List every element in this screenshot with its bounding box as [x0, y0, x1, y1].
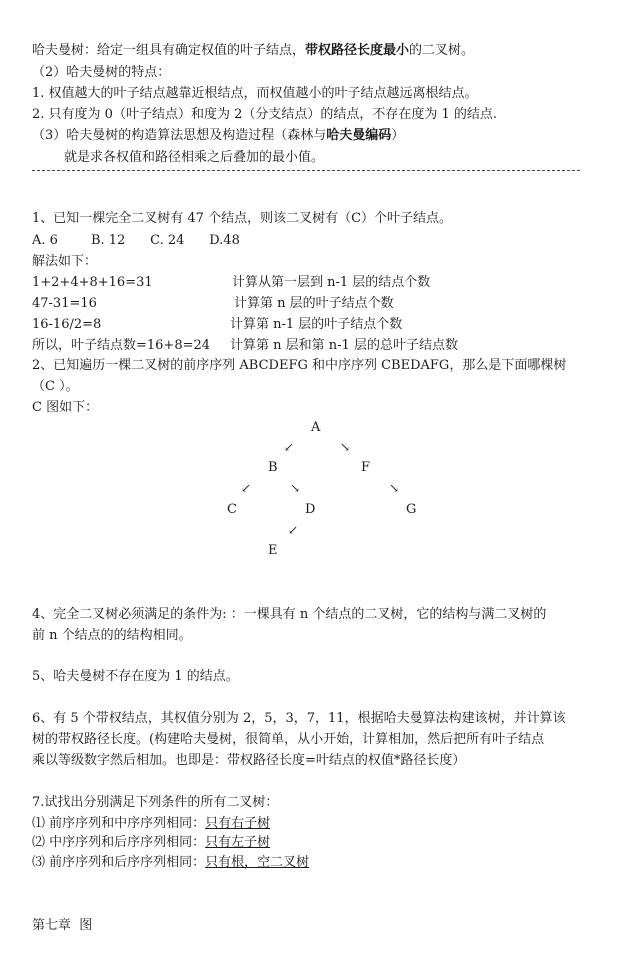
tree-arrow-b-d: ↘: [290, 481, 301, 495]
q1-step-calc: 1+2+4+8+16=31: [32, 275, 153, 290]
tree-arrow-d-e: ↙: [288, 523, 299, 537]
tree-node-b: B: [268, 460, 278, 475]
q2-figure-label: C 图如下：: [32, 400, 99, 415]
section-divider: [32, 170, 580, 171]
q1-text: 1、已知一棵完全二叉树有 47 个结点，则该二叉树有（C）个叶子结点。: [32, 211, 453, 226]
q7-item-answer: 只有右子树: [205, 816, 271, 831]
q2-line-2: （C ）。: [32, 379, 79, 394]
q1-step-calc: 所以，叶子结点数=16+8=24: [32, 338, 211, 353]
q7-item-answer: 只有根，空二叉树: [205, 855, 310, 870]
q1-solution-label: 解法如下：: [32, 254, 98, 269]
tree-node-g: G: [406, 502, 417, 517]
q7-item-label: 前序序列和中序序列相同：: [49, 816, 206, 831]
huffman-definition-suffix: 的二叉树。: [409, 43, 475, 58]
huffman-definition-prefix: 哈夫曼树：给定一组具有确定权值的叶子结点，: [32, 43, 306, 58]
huffman-definition: [32, 42, 474, 60]
q1-options: A. 6 B. 12 C. 24 D.48: [32, 233, 240, 248]
construct-heading: [32, 127, 404, 145]
q7-item-label: 中序序列和后序序列相同：: [49, 835, 206, 850]
feature-2: 2. 只有度为 0（叶子结点）和度为 2（分支结点）的结点，不存在度为 1 的结点.: [32, 107, 498, 122]
q7-heading: 7.试找出分别满足下列条件的所有二叉树：: [32, 795, 279, 810]
chapter-heading: 第七章 图: [32, 918, 93, 933]
tree-arrow-a-b: ↙: [284, 440, 295, 454]
q1-step-note: 计算第 n 层和第 n-1 层的总叶子结点数: [230, 338, 458, 353]
q6-line-3: 乘以等级数字然后相加。也即是：带权路径长度=叶结点的权值*路径长度）: [32, 753, 466, 768]
tree-node-d: D: [305, 502, 316, 517]
q1-step-calc: 16-16/2=8: [32, 317, 102, 332]
tree-node-f: F: [361, 460, 371, 475]
tree-arrow-b-c: ↙: [241, 481, 252, 495]
q2-line-1: 2、已知遍历一棵二叉树的前序序列 ABCDEFG 和中序序列 CBEDAFG，那么是下面哪棵树: [32, 358, 567, 373]
huffman-definition-emphasis: 带权路径长度最小: [305, 43, 410, 58]
tree-node-c: C: [227, 502, 237, 517]
q7-item-number: ⑴: [32, 816, 46, 831]
construct-note: 就是求各权值和路径相乘之后叠加的最小值。: [64, 150, 325, 165]
q1-step-note: 计算第 n-1 层的叶子结点个数: [230, 317, 403, 332]
construct-emphasis: 哈夫曼编码: [326, 128, 392, 143]
q4-line-1: 4、完全二叉树必须满足的条件为: ：一棵具有 n 个结点的二叉树，它的结构与满二叉树的: [32, 607, 547, 622]
q7-item-number: ⑵: [32, 835, 46, 850]
construct-suffix: ）: [391, 128, 405, 143]
tree-arrow-f-g: ↘: [389, 481, 400, 495]
q7-item-answer: 只有左子树: [205, 835, 271, 850]
q5-text: 5、哈夫曼树不存在度为 1 的结点。: [32, 669, 239, 684]
q7-item: [32, 834, 270, 852]
q6-line-2: 树的带权路径长度。(构建哈夫曼树，很简单，从小开始，计算相加，然后把所有叶子结点: [32, 732, 545, 747]
construct-prefix: （3）哈夫曼树的构造算法思想及构造过程（森林与: [32, 128, 327, 143]
feature-1: 1. 权值越大的叶子结点越靠近根结点，而权值越小的叶子结点越远离根结点。: [32, 86, 478, 101]
q1-step-note: 计算第 n 层的叶子结点个数: [234, 296, 394, 311]
q1-step-note: 计算从第一层到 n-1 层的结点个数: [232, 275, 431, 290]
q1-step-calc: 47-31=16: [32, 296, 97, 311]
q7-item-number: ⑶: [32, 855, 46, 870]
tree-node-a: A: [311, 420, 321, 435]
q7-item-label: 前序序列和后序序列相同：: [49, 855, 206, 870]
tree-arrow-a-f: ↘: [340, 440, 351, 454]
tree-node-e: E: [268, 543, 278, 558]
q6-line-1: 6、有 5 个带权结点，其权值分别为 2，5，3，7，11，根据哈夫曼算法构建该树，并计算该: [32, 711, 566, 726]
q7-item: [32, 854, 309, 872]
features-heading: （2）哈夫曼树的特点：: [32, 65, 171, 80]
q7-item: [32, 815, 270, 833]
q4-line-2: 前 n 个结点的的结构相同。: [32, 628, 192, 643]
